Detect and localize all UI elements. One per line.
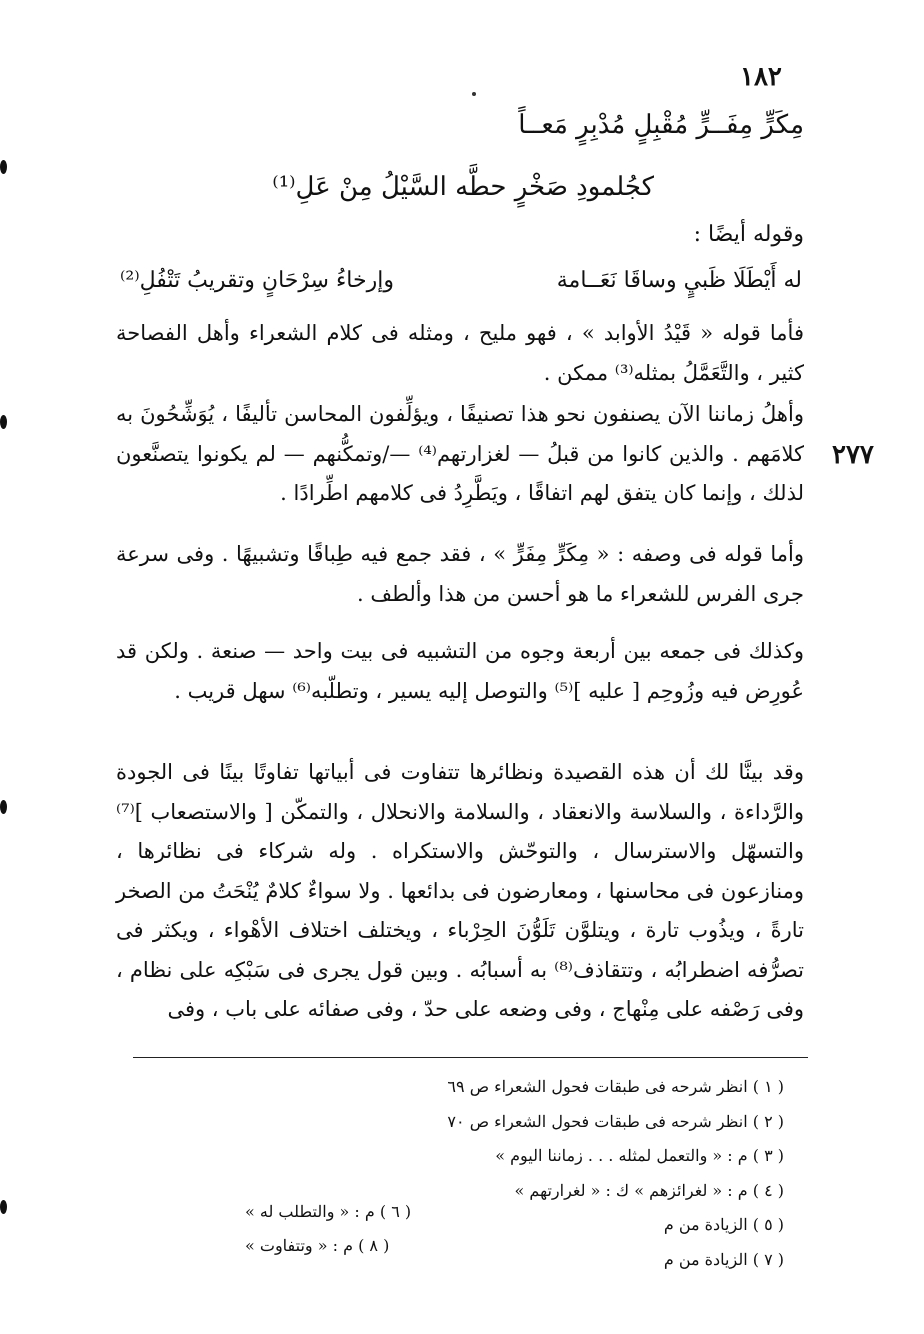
footnote-7: ( ٧ ) الزيادة من م	[663, 1249, 784, 1269]
paragraph-3: وأما قوله فى وصفه : « مِكَرٍّ مِفَرٍّ » ، فقد جمع فيه طِباقًا وتشبيهًا . وفى سرعة جرى الفرس للشعراء ما هو أحسن من هذا وألطف .	[116, 542, 804, 606]
footnote-6: ( ٦ ) م : « والتطلب له »	[245, 1202, 412, 1221]
binding-hole-mark	[0, 1200, 7, 1214]
footnote-8: ( ٨ ) م : « وتتفاوت »	[245, 1236, 390, 1255]
binding-hole-mark	[0, 160, 7, 174]
paragraph-5: وقد بينَّا لك أن هذه القصيدة ونظائرها تتفاوت فى أبياتها تفاوتًا بينًا فى الجودة والرَّداءة ، والسلاسة والانعقاد ، والسلامة والانحلال ، والتمكّن [ والاستصعاب ]⁽⁷⁾ والتسهّل والاسترسال ، والتوحّش والاستكراه . وله شركاء فى نظائرها ، ومنازعون فى محاسنها ، ومعارضون فى بدائعها . ولا سواءٌ كلامٌ يُنْحَتُ من الصخر تارةً ، ويذُوب تارة ، ويتلوَّن تَلَوُّنَ الحِرْباء ، ويختلف اختلاف الأهْواء ، ويكثر فى تصرُّفه اضطرابُه ، وتتقاذف⁽⁸⁾ به أسبابُه . وبين قول يجرى فى سَبْكِه على نظام ، وفى رَصْفه على مِنْهاج ، وفى وضعه على حدّ ، وفى صفائه على باب ، وفى	[116, 760, 805, 1021]
footnote-2: ( ٢ ) انظر شرحه فى طبقات فحول الشعراء ص ٧٠	[447, 1111, 784, 1131]
lead-in-text: وقوله أيضًا :	[693, 222, 804, 247]
binding-hole-mark	[0, 800, 7, 814]
poem-hemistich-2: وإرخاءُ سِرْحَانٍ وتقريبُ تَتْفُلِ⁽²⁾	[120, 268, 394, 293]
paragraph-1: فأما قوله « قَيْدُ الأوابد » ، فهو مليح ، ومثله فى كلام الشعراء وأهل الفصاحة كثير ، والتَّعَمَّلُ بمثله⁽³⁾ ممكن .	[116, 321, 804, 385]
margin-page-reference: ٢٧٧	[832, 440, 874, 470]
page-number: ١٨٢	[740, 62, 782, 92]
paragraph-2: وأهلُ زماننا الآن يصنفون نحو هذا تصنيفًا ، ويؤلِّفون المحاسن تأليفًا ، يُوَشِّحُونَ به كلامَهم . والذين كانوا من قبلُ — لغزارتهم⁽⁴⁾ —/وتمكُّنهم — لم يكونوا يتصنَّعون لذلك ، وإنما كان يتفق لهم اتفاقًا ، ويَطَّرِدُ فى كلامهم اطِّرادًا .	[116, 402, 805, 505]
footnote-4: ( ٤ ) م : « لغرائزهم » ك : « لغرارتهم »	[514, 1180, 784, 1200]
verse-line-1: مِكَرٍّ مِفَــرٍّ مُقْبِلٍ مُدْبِرٍ مَعــاً	[518, 110, 804, 140]
ink-speck	[472, 92, 476, 96]
paragraph-4: وكذلك فى جمعه بين أربعة وجوه من التشبيه فى بيت واحد — صنعة . ولكن قد عُورِض فيه وزُوحِم [ عليه ]⁽⁵⁾ والتوصل إليه يسير ، وتطلّبه⁽⁶⁾ سهل قريب .	[116, 639, 804, 703]
footnote-divider	[133, 1057, 808, 1058]
poem-hemistich-1: له أَيْطَلَا ظَبيٍ وساقَا نَعَــامة	[556, 268, 802, 293]
poem-line	[120, 268, 802, 304]
footnote-3: ( ٣ ) م : « والتعمل لمثله . . . زماننا اليوم »	[495, 1146, 784, 1165]
footnote-5: ( ٥ ) الزيادة من م	[663, 1215, 784, 1234]
binding-hole-mark	[0, 415, 7, 429]
verse-line-2: كجُلمودِ صَخْرٍ حطَّه السَّيْلُ مِنْ عَلِ⁽¹⁾	[272, 172, 654, 202]
footnote-1: ( ١ ) انظر شرحه فى طبقات فحول الشعراء ص ٦٩	[447, 1077, 784, 1096]
